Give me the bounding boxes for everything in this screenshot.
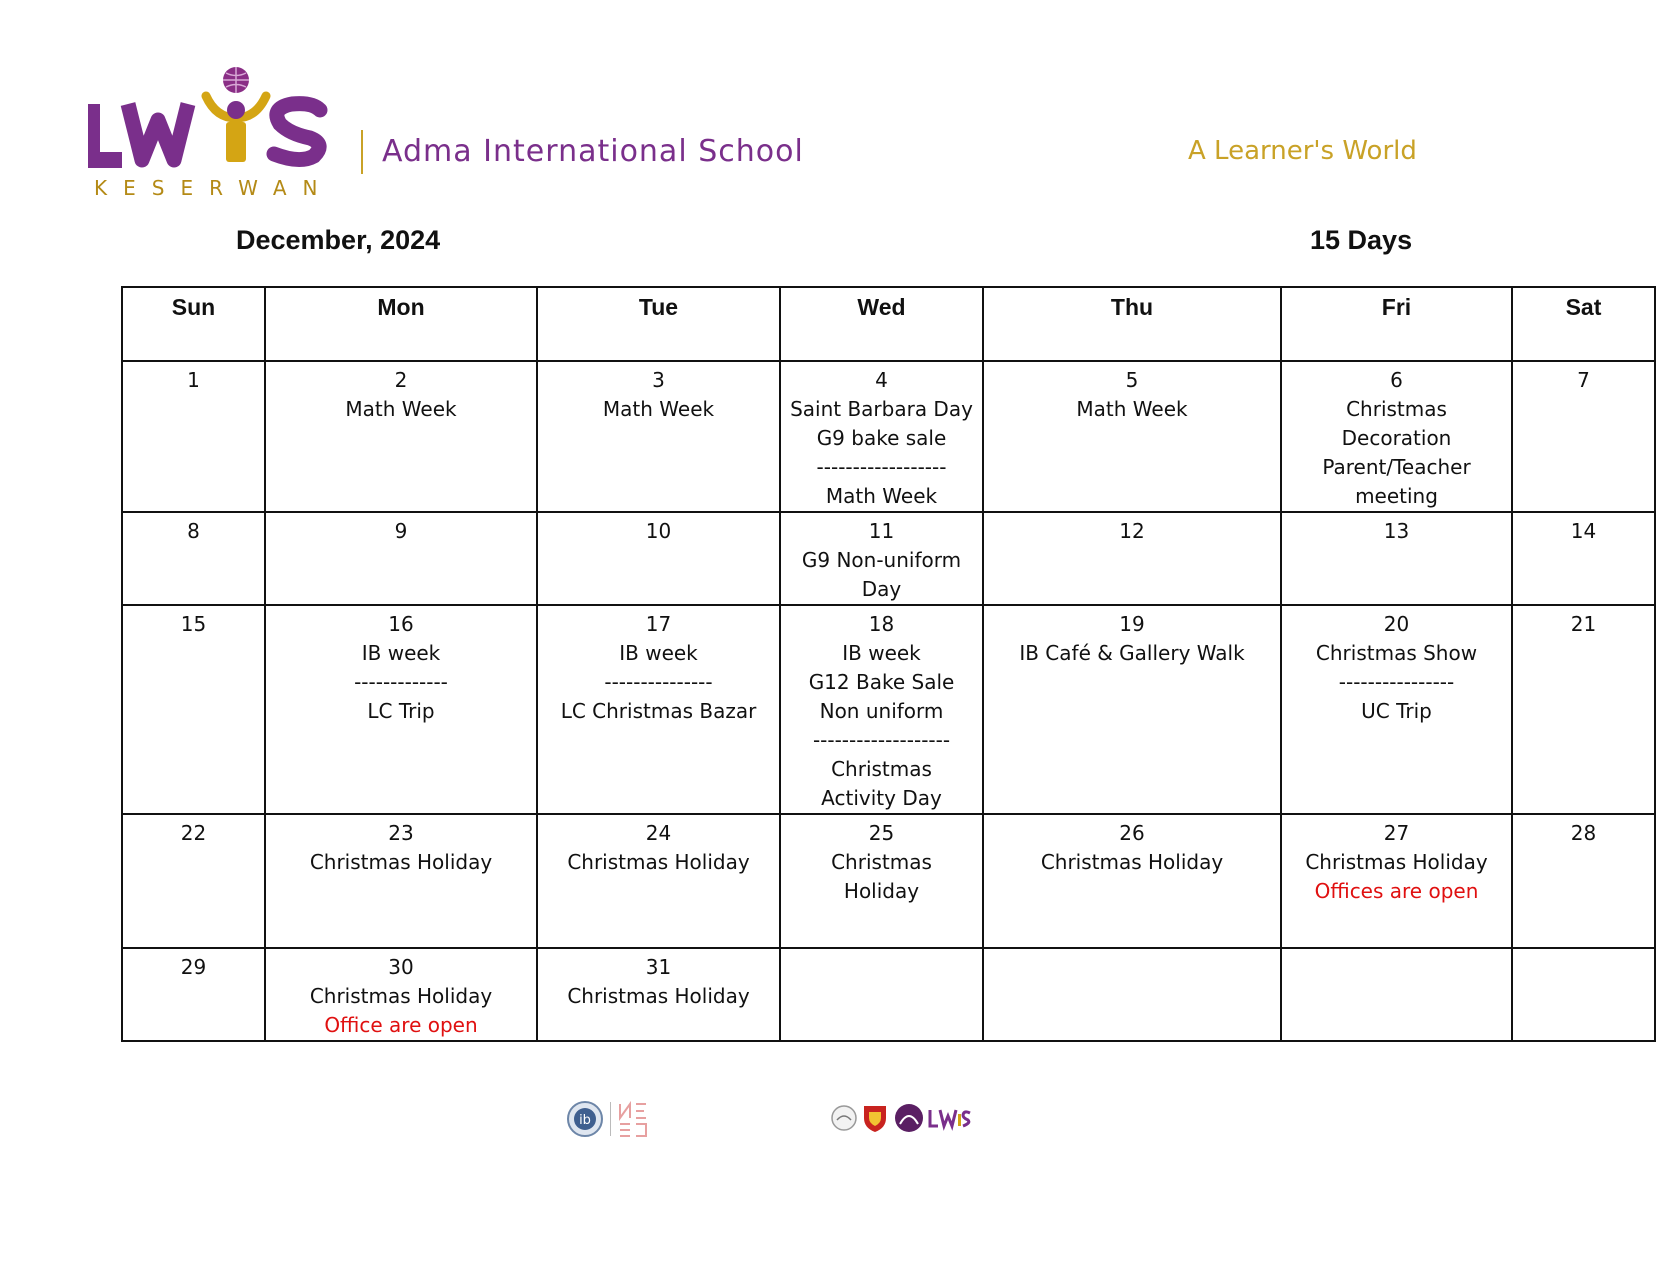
mas-logo-icon xyxy=(830,1104,858,1132)
day-cell xyxy=(780,948,983,1041)
day-number: 17 xyxy=(645,612,672,636)
day-cell xyxy=(537,814,780,948)
day-number: 5 xyxy=(1125,368,1139,392)
day-event: Day xyxy=(861,577,902,601)
day-number: 4 xyxy=(875,368,888,392)
day-number: 7 xyxy=(1577,368,1590,392)
logo-subtitle: KESERWAN xyxy=(94,176,334,200)
day-event: ---------------- xyxy=(1338,670,1455,694)
day-cell xyxy=(983,605,1281,814)
day-cell xyxy=(780,605,983,814)
day-cell xyxy=(1512,948,1655,1041)
day-event: Christmas Holiday xyxy=(567,850,750,874)
logo-separator xyxy=(610,1102,611,1136)
day-cell xyxy=(983,948,1281,1041)
day-number: 26 xyxy=(1119,821,1145,845)
office-open-note: Offices are open xyxy=(1314,879,1479,903)
day-event: Non uniform xyxy=(819,699,944,723)
day-event: meeting xyxy=(1355,484,1438,508)
day-cell xyxy=(265,605,537,814)
day-cell xyxy=(983,814,1281,948)
day-number: 20 xyxy=(1383,612,1410,636)
days-count: 15 Days xyxy=(1310,225,1413,255)
day-number: 16 xyxy=(388,612,414,636)
day-number: 10 xyxy=(645,519,672,543)
day-event: Christmas xyxy=(1346,397,1447,421)
day-cell xyxy=(265,361,537,512)
day-event: Holiday xyxy=(843,879,920,903)
weekday-wed: Wed xyxy=(780,287,983,361)
day-event: Parent/Teacher xyxy=(1322,455,1471,479)
weekday-header-row xyxy=(122,287,1655,361)
day-number: 2 xyxy=(394,368,408,392)
day-number: 31 xyxy=(645,955,672,979)
day-cell xyxy=(537,512,780,605)
day-number: 22 xyxy=(180,821,207,845)
lwis-logo xyxy=(88,66,348,202)
day-event: Math Week xyxy=(1076,397,1188,421)
calendar-body xyxy=(122,361,1655,1041)
day-number: 24 xyxy=(645,821,672,845)
day-event: Christmas Holiday xyxy=(1040,850,1224,874)
day-cell xyxy=(983,512,1281,605)
day-cell xyxy=(1512,512,1655,605)
day-event: IB week xyxy=(619,641,698,665)
weekday-fri: Fri xyxy=(1281,287,1512,361)
weekday-sat: Sat xyxy=(1512,287,1655,361)
day-number: 30 xyxy=(388,955,414,979)
footer-logos xyxy=(0,1100,1672,1150)
day-cell xyxy=(1281,814,1512,948)
day-number: 13 xyxy=(1383,519,1410,543)
day-cell xyxy=(1281,361,1512,512)
day-event: ------------- xyxy=(354,670,448,694)
day-event: Activity Day xyxy=(821,786,942,810)
day-cell xyxy=(265,948,537,1041)
day-cell xyxy=(265,512,537,605)
day-cell xyxy=(265,814,537,948)
week-row xyxy=(122,605,1655,814)
day-event: Christmas Holiday xyxy=(567,984,750,1008)
day-event: Saint Barbara Day xyxy=(790,397,973,421)
day-event: LC Trip xyxy=(367,699,435,723)
day-event: IB week xyxy=(842,641,921,665)
day-number: 23 xyxy=(388,821,414,845)
day-cell xyxy=(780,512,983,605)
day-event: Math Week xyxy=(602,397,715,421)
calendar-table xyxy=(121,286,1656,1042)
office-open-note: Office are open xyxy=(324,1013,478,1037)
day-cell xyxy=(537,605,780,814)
day-number: 15 xyxy=(180,612,207,636)
day-event: IB week xyxy=(361,641,441,665)
weekday-thu: Thu xyxy=(983,287,1281,361)
day-number: 12 xyxy=(1119,519,1145,543)
day-event: Christmas Show xyxy=(1315,641,1478,665)
svg-text:ib: ib xyxy=(579,1113,591,1128)
day-event: Christmas Holiday xyxy=(1305,850,1488,874)
week-row xyxy=(122,361,1655,512)
lwis-small-logo-icon xyxy=(928,1106,972,1132)
day-number: 6 xyxy=(1390,368,1403,392)
day-event: G12 Bake Sale xyxy=(808,670,955,694)
day-event: Christmas Holiday xyxy=(309,850,493,874)
day-number: 28 xyxy=(1570,821,1597,845)
week-row xyxy=(122,948,1655,1041)
weekday-mon: Mon xyxy=(265,287,537,361)
day-event: Christmas xyxy=(831,757,932,781)
month-title: December, 2024 xyxy=(236,225,441,255)
day-cell xyxy=(1512,605,1655,814)
weekday-sun: Sun xyxy=(122,287,265,361)
header-divider xyxy=(361,130,363,174)
day-cell xyxy=(122,814,265,948)
day-cell xyxy=(1512,361,1655,512)
day-cell xyxy=(537,361,780,512)
day-cell xyxy=(537,948,780,1041)
week-row xyxy=(122,512,1655,605)
day-number: 25 xyxy=(868,821,895,845)
day-event: Math Week xyxy=(825,484,938,508)
day-cell xyxy=(122,361,265,512)
day-number: 14 xyxy=(1570,519,1597,543)
day-event: LC Christmas Bazar xyxy=(560,699,757,723)
day-event: ------------------ xyxy=(816,455,947,479)
day-event: Christmas xyxy=(831,850,932,874)
weekday-tue: Tue xyxy=(537,287,780,361)
sc-logo-icon xyxy=(892,1102,926,1134)
day-event: Christmas Holiday xyxy=(309,984,493,1008)
day-cell xyxy=(780,361,983,512)
day-event: --------------- xyxy=(604,670,713,694)
school-name: Adma International School xyxy=(382,134,804,169)
day-number: 21 xyxy=(1570,612,1597,636)
ib-logo-icon xyxy=(566,1100,604,1138)
shield-logo-icon xyxy=(862,1102,888,1134)
day-cell xyxy=(122,948,265,1041)
day-event: Decoration xyxy=(1341,426,1452,450)
day-number: 1 xyxy=(187,368,200,392)
day-cell xyxy=(1281,605,1512,814)
day-event: ------------------- xyxy=(812,728,951,752)
day-cell xyxy=(1281,512,1512,605)
day-number: 11 xyxy=(868,519,895,543)
day-event: Math Week xyxy=(345,397,457,421)
day-cell xyxy=(983,361,1281,512)
day-number: 27 xyxy=(1383,821,1410,845)
school-header xyxy=(88,66,1448,206)
week-row xyxy=(122,814,1655,948)
day-cell xyxy=(122,605,265,814)
day-number: 29 xyxy=(180,955,207,979)
day-event: IB Café & Gallery Walk xyxy=(1019,641,1245,665)
day-event: G9 Non-uniform xyxy=(801,548,962,572)
day-number: 19 xyxy=(1119,612,1145,636)
day-number: 3 xyxy=(652,368,665,392)
school-tagline: A Learner's World xyxy=(1188,136,1417,166)
day-cell xyxy=(122,512,265,605)
day-cell xyxy=(1281,948,1512,1041)
day-number: 18 xyxy=(868,612,895,636)
day-number: 9 xyxy=(394,519,408,543)
neasc-logo-icon xyxy=(616,1100,652,1140)
day-cell xyxy=(1512,814,1655,948)
day-number: 8 xyxy=(187,519,200,543)
day-cell xyxy=(780,814,983,948)
day-event: UC Trip xyxy=(1361,699,1432,723)
day-event: G9 bake sale xyxy=(816,426,947,450)
